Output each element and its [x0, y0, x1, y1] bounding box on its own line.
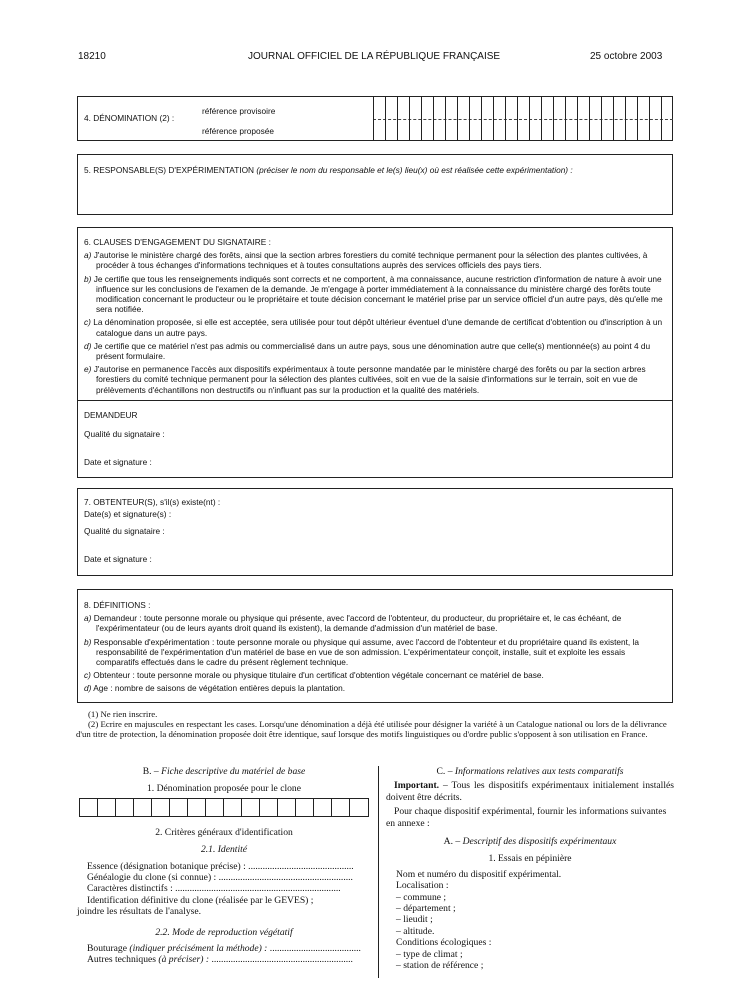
- commune-line: – commune ;: [396, 891, 447, 903]
- section-5-box: [77, 154, 673, 215]
- obtenteur-date-signature-label: Date et signature :: [84, 554, 152, 564]
- pour-chaque-note: Pour chaque dispositif expérimental, fournir les informations suivantes en annexe :: [386, 806, 667, 829]
- clause-e: e) J'autorise en permanence l'accès aux dispositifs expérimentaux à toute personne mandatée par le ministère chargé des forêts ou par la section arbres forestiers du comité technique permanent pour la sélection des plantes cultivées, soit en vue de la saisie d'informations sur le terrain, soit en vue de prélèvements d'échantillons non destructifs ou n'influant pas sur la production et la qualité des matériels.: [84, 364, 646, 395]
- page-number: 18210: [78, 51, 106, 62]
- identity-line-analysis: joindre les résultats de l'analyse.: [77, 906, 202, 918]
- section-8-content: [84, 600, 666, 697]
- section-b-heading: B. – Fiche descriptive du matériel de base: [142, 766, 306, 777]
- clause-b: b) Je certifie que tous les renseignements indiqués sont corrects et ne comportent, à ma connaissance, aucune restriction d'information de nature à avoir une influence sur les conclusions de l'examen de la demande. Je m'engage à porter immédiatement à la connaissance du ministère chargé des forêts toute modification concernant le producteur ou le propriétaire et toute décision concernant le matériel prise par un service officiel d'un autre pays, dès qu'elle me sera notifiée.: [84, 273, 663, 315]
- section-6-box: [77, 227, 673, 478]
- section-6-content: [84, 237, 666, 398]
- footnote-2: (2) Ecrire en majuscules en respectant les cases. Lorsqu'une dénomination a déjà été utilisée pour désigner la variété à un Catalogue national ou lors de la délivrance d'un titre de protection, la dénomination proposée doit être identique, sauf lorsque des motifs linguistiques ou d'ordre public s'opposent à son utilisation en France.: [76, 719, 667, 740]
- reference-letter-grid: [373, 97, 673, 140]
- column-divider: [378, 766, 379, 978]
- demandeur-label: DEMANDEUR: [84, 410, 138, 420]
- ecological-conditions-line: Conditions écologiques :: [396, 937, 492, 949]
- criteria-heading: 2. Critères généraux d'identification: [155, 826, 293, 838]
- identity-line-geves: Identification définitive du clone (réalisée par le GEVES) ;: [87, 894, 314, 906]
- definition-d: d) Age : nombre de saisons de végétation entières depuis la plantation.: [84, 683, 346, 694]
- nursery-trials-lines: [386, 869, 674, 972]
- section-8-title: 8. DÉFINITIONS :: [84, 600, 151, 610]
- section-6-divider: [78, 400, 672, 401]
- clone-name-heading: 1. Dénomination proposée pour le clone: [147, 783, 301, 795]
- identity-lines: [77, 861, 371, 918]
- demandeur-date-signature-label: Date et signature :: [84, 457, 152, 467]
- right-column: [386, 766, 674, 972]
- journal-title: JOURNAL OFFICIEL DE LA RÉPUBLIQUE FRANÇAISE: [248, 51, 501, 62]
- autres-techniques-line: Autres techniques (à préciser) : ...........................................................: [87, 954, 353, 966]
- reproduction-heading: 2.2. Mode de reproduction végétatif: [155, 926, 293, 938]
- identity-line-characters: Caractères distinctifs : .....................................................................: [87, 883, 341, 895]
- reference-station-line: – station de référence ;: [396, 960, 484, 972]
- ref-proposee-label: référence proposée: [202, 126, 274, 136]
- issue-date: 25 octobre 2003: [590, 51, 663, 62]
- ref-provisoire-label: référence provisoire: [202, 106, 276, 116]
- section-4-label: 4. DÉNOMINATION (2) :: [84, 113, 175, 123]
- altitude-line: – altitude.: [396, 925, 435, 937]
- nursery-trials-heading: 1. Essais en pépinière: [488, 853, 572, 865]
- clone-name-grid-wrapper: [77, 798, 371, 822]
- lieudit-line: – lieudit ;: [396, 914, 433, 926]
- clone-name-grid[interactable]: [79, 798, 369, 817]
- demandeur-qualite-label: Qualité du signataire :: [84, 429, 165, 439]
- important-note: Important. – Tous les dispositifs expérimentaux initialement installés doivent être décrits.: [386, 780, 674, 803]
- section-c-heading: C. – Informations relatives aux tests comparatifs: [436, 766, 624, 777]
- reproduction-lines: [77, 943, 371, 966]
- localisation-line: Localisation :: [396, 880, 449, 892]
- obtenteur-qualite-label: Qualité du signataire :: [84, 526, 165, 536]
- section-6-title: 6. CLAUSES D'ENGAGEMENT DU SIGNATAIRE :: [84, 237, 271, 247]
- section-5-label: 5. RESPONSABLE(S) D'EXPÉRIMENTATION (préciser le nom du responsable et le(s) lieu(x) où est réalisée cette expérimentation) :: [84, 165, 573, 175]
- section-5-note: (préciser le nom du responsable et le(s) lieu(x) où est réalisée cette expérimentation) :: [256, 165, 573, 175]
- section-4-box: [77, 96, 673, 141]
- departement-line: – département ;: [396, 903, 456, 915]
- section-a-heading: A. – Descriptif des dispositifs expérimentaux: [443, 836, 617, 848]
- definition-b: b) Responsable d'expérimentation : toute personne morale ou physique qui assume, avec l'accord de l'obtenteur et du propriétaire quand ils existent, la responsabilité de l'expérimentation d'un matériel de base en vue de son admission. L'expérimentateur conçoit, installe, suit et exploite les essais comparatifs effectués dans le cadre du présent règlement technique.: [84, 636, 640, 668]
- section-7-title: 7. OBTENTEUR(S), s'il(s) existe(nt) :: [84, 497, 221, 507]
- identity-line-genealogy: Généalogie du clone (si connue) : ........................................................: [87, 872, 353, 884]
- section-8-box: [77, 589, 673, 703]
- footnotes: [76, 709, 674, 740]
- footnote-1: (1) Ne rien inscrire.: [88, 709, 158, 719]
- left-column: [77, 766, 371, 966]
- section-7-box: [77, 488, 673, 576]
- climate-type-line: – type de climat ;: [396, 948, 463, 960]
- identity-line-species: Essence (désignation botanique précise) : ............................................: [87, 860, 354, 872]
- clause-a: a) J'autorise le ministère chargé des forêts, ainsi que la section arbres forestiers du comité technique permanent pour la sélection des plantes cultivées, à procéder à tous échanges d'informations techniques et à toutes consultations auprès des services officiels des pays tiers.: [84, 250, 648, 271]
- identity-heading: 2.1. Identité: [200, 844, 248, 856]
- device-name-line: Nom et numéro du dispositif expérimental.: [396, 868, 562, 880]
- clause-d: d) Je certifie que ce matériel n'est pas admis ou commercialisé dans un autre pays, sous une dénomination autre que celle(s) mentionnée(s) au point 4 du présent formulaire.: [84, 340, 651, 362]
- definition-a: a) Demandeur : toute personne morale ou physique qui présente, avec l'accord de l'obtenteur, du producteur, du propriétaire et, le cas échéant, de l'expérimentateur (ou de leurs ayants droit quand ils existent), la demande d'admission d'un matériel de base.: [84, 613, 622, 634]
- obtenteur-dates-label: Date(s) et signature(s) :: [84, 509, 172, 519]
- clause-c: c) La dénomination proposée, si elle est acceptée, sera utilisée pour tout dépôt ultérieur éventuel d'une demande de certificat d'obtention ou d'inscription à un catalogue dans un autre pays.: [84, 317, 663, 338]
- definition-c: c) Obtenteur : toute personne morale ou physique titulaire d'un certificat d'obtention végétale concernant ce matériel de base.: [84, 670, 544, 681]
- bouturage-line: Bouturage (indiquer précisément la méthode) : ......................................: [87, 943, 361, 955]
